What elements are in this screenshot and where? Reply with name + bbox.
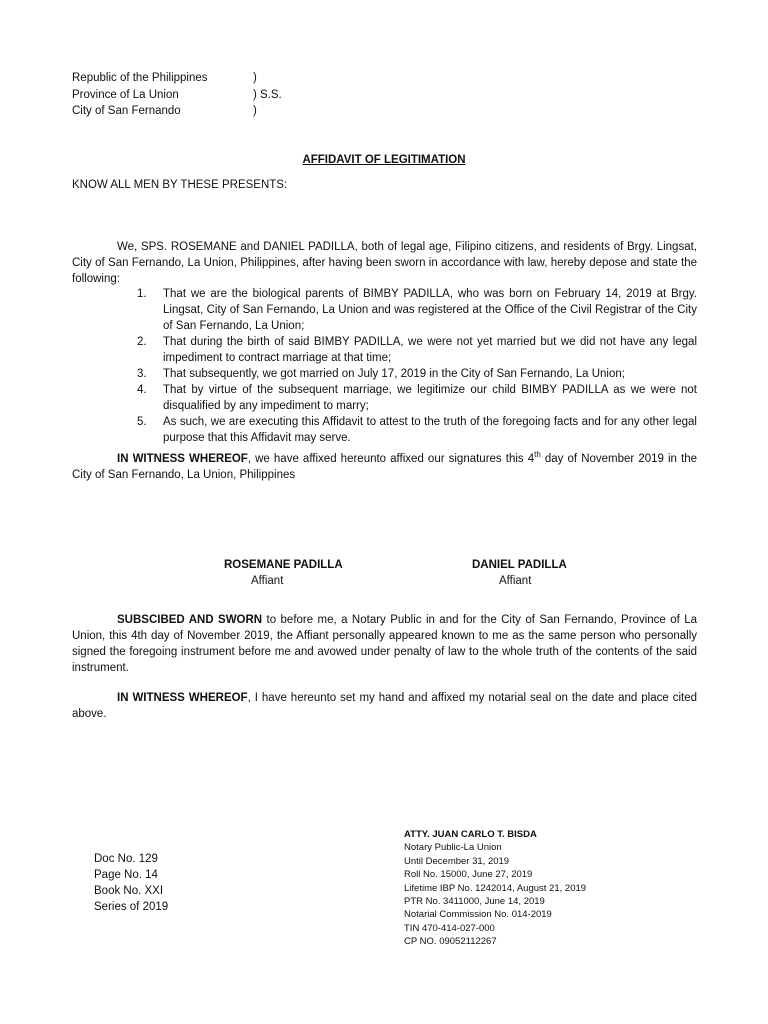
- venue-city: City of San Fernando: [72, 105, 181, 117]
- statement-number: 4.: [137, 384, 147, 396]
- witness-text-after: day of November 2019 in the City of San Fernando, La Union, Philippines: [72, 453, 698, 481]
- book-number: Book No. XXI: [94, 885, 164, 897]
- doc-number: Doc No. 129: [94, 853, 158, 865]
- notary-commission-expiry: Until December 31, 2019: [404, 855, 510, 867]
- witness-text-before: , we have affixed hereunto affixed our signatures this 4: [247, 453, 535, 465]
- notary-roll-number: Roll No. 15000, June 27, 2019: [404, 869, 533, 881]
- statement-item: [137, 286, 697, 334]
- document-title: AFFIDAVIT OF LEGITIMATION: [302, 154, 466, 166]
- notary-block: [404, 828, 586, 949]
- statement-number: 2.: [137, 336, 147, 348]
- statement-text: That during the birth of said BIMBY PADILLA, we were not yet married but we did not have any legal impediment to contract marriage at that time;: [163, 336, 697, 364]
- know-all-heading: KNOW ALL MEN BY THESE PRESENTS:: [72, 179, 288, 191]
- page-number: Page No. 14: [94, 869, 158, 881]
- venue-mark: ): [253, 72, 257, 84]
- affiant-2-role: Affiant: [499, 575, 532, 587]
- statement-item: [137, 414, 697, 446]
- statement-number: 5.: [137, 416, 147, 428]
- statement-text: That subsequently, we got married on July 17, 2019 in the City of San Fernando, La Union;: [163, 368, 625, 380]
- notary-commission-number: Notarial Commission No. 014-2019: [404, 909, 552, 921]
- witness-lead: IN WITNESS WHEREOF: [117, 453, 248, 465]
- statement-text: That by virtue of the subsequent marriage, we legitimize our child BIMBY PADILLA as we were not disqualified by any impediment to marry;: [163, 384, 697, 412]
- witness-clause: [72, 451, 697, 483]
- venue-row: [72, 70, 372, 87]
- statement-text: That we are the biological parents of BIMBY PADILLA, who was born on February 14, 2019 at Brgy. Lingsat, City of San Fernando, La Union and was registered at the Office of the Civil Registrar of the City of San Fernando, La Union;: [163, 288, 697, 332]
- notary-name: ATTY. JUAN CARLO T. BISDA: [404, 829, 537, 840]
- venue-mark: ): [253, 105, 257, 117]
- venue-country: Republic of the Philippines: [72, 72, 208, 84]
- statement-number: 3.: [137, 368, 147, 380]
- venue-province: Province of La Union: [72, 88, 179, 101]
- jurat-lead: SUBSCIBED AND SWORN: [117, 614, 263, 626]
- jurat-text: to before me, a Notary Public in and for the City of San Fernando, Province of La Union, this 4th day of November 2019, the Affiant personally appeared known to me as the same person who personally signed the foregoing instrument before me and avowed under penalty of law to the whole truth of the contents of the said instrument.: [72, 614, 697, 674]
- venue-row: [72, 103, 372, 120]
- intro-paragraph: We, SPS. ROSEMANE and DANIEL PADILLA, both of legal age, Filipino citizens, and residents of Brgy. Lingsat, City of San Fernando, La Union, Philippines, after having been sworn in accordance with law, hereby depose and state the following:: [72, 241, 697, 285]
- venue-mark: ) S.S.: [253, 88, 282, 101]
- notary-ptr-number: PTR No. 3411000, June 14, 2019: [404, 896, 545, 908]
- statement-item: [137, 366, 697, 382]
- notary-witness-text: , I have hereunto set my hand and affixed my notarial seal on the date and place cited above.: [72, 692, 698, 720]
- affiant-1-role: Affiant: [251, 575, 284, 587]
- doc-number-block: [94, 851, 168, 915]
- venue-row: [72, 87, 372, 104]
- notary-tin: TIN 470-414-027-000: [404, 922, 495, 934]
- affiant-2-name: DANIEL PADILLA: [472, 559, 567, 571]
- statement-number: 1.: [137, 288, 147, 300]
- notary-cp-number: CP NO. 09052112267: [404, 936, 497, 948]
- statements-list: [137, 286, 697, 446]
- notary-ibp-number: Lifetime IBP No. 1242014, August 21, 2019: [404, 882, 587, 894]
- series-year: Series of 2019: [94, 901, 169, 913]
- jurat-paragraph: [72, 612, 697, 676]
- statement-text: As such, we are executing this Affidavit to attest to the truth of the foregoing facts and for any other legal purpose that this Affidavit may serve.: [163, 416, 697, 444]
- notary-title: Notary Public-La Union: [404, 842, 502, 854]
- statement-item: [137, 334, 697, 366]
- statement-item: [137, 382, 697, 414]
- notary-witness-paragraph: [72, 690, 697, 722]
- notary-witness-lead: IN WITNESS WHEREOF: [117, 692, 248, 704]
- witness-ordinal-suffix: th: [534, 450, 541, 460]
- venue-block: [72, 70, 372, 120]
- affiant-1-name: ROSEMANE PADILLA: [224, 559, 343, 571]
